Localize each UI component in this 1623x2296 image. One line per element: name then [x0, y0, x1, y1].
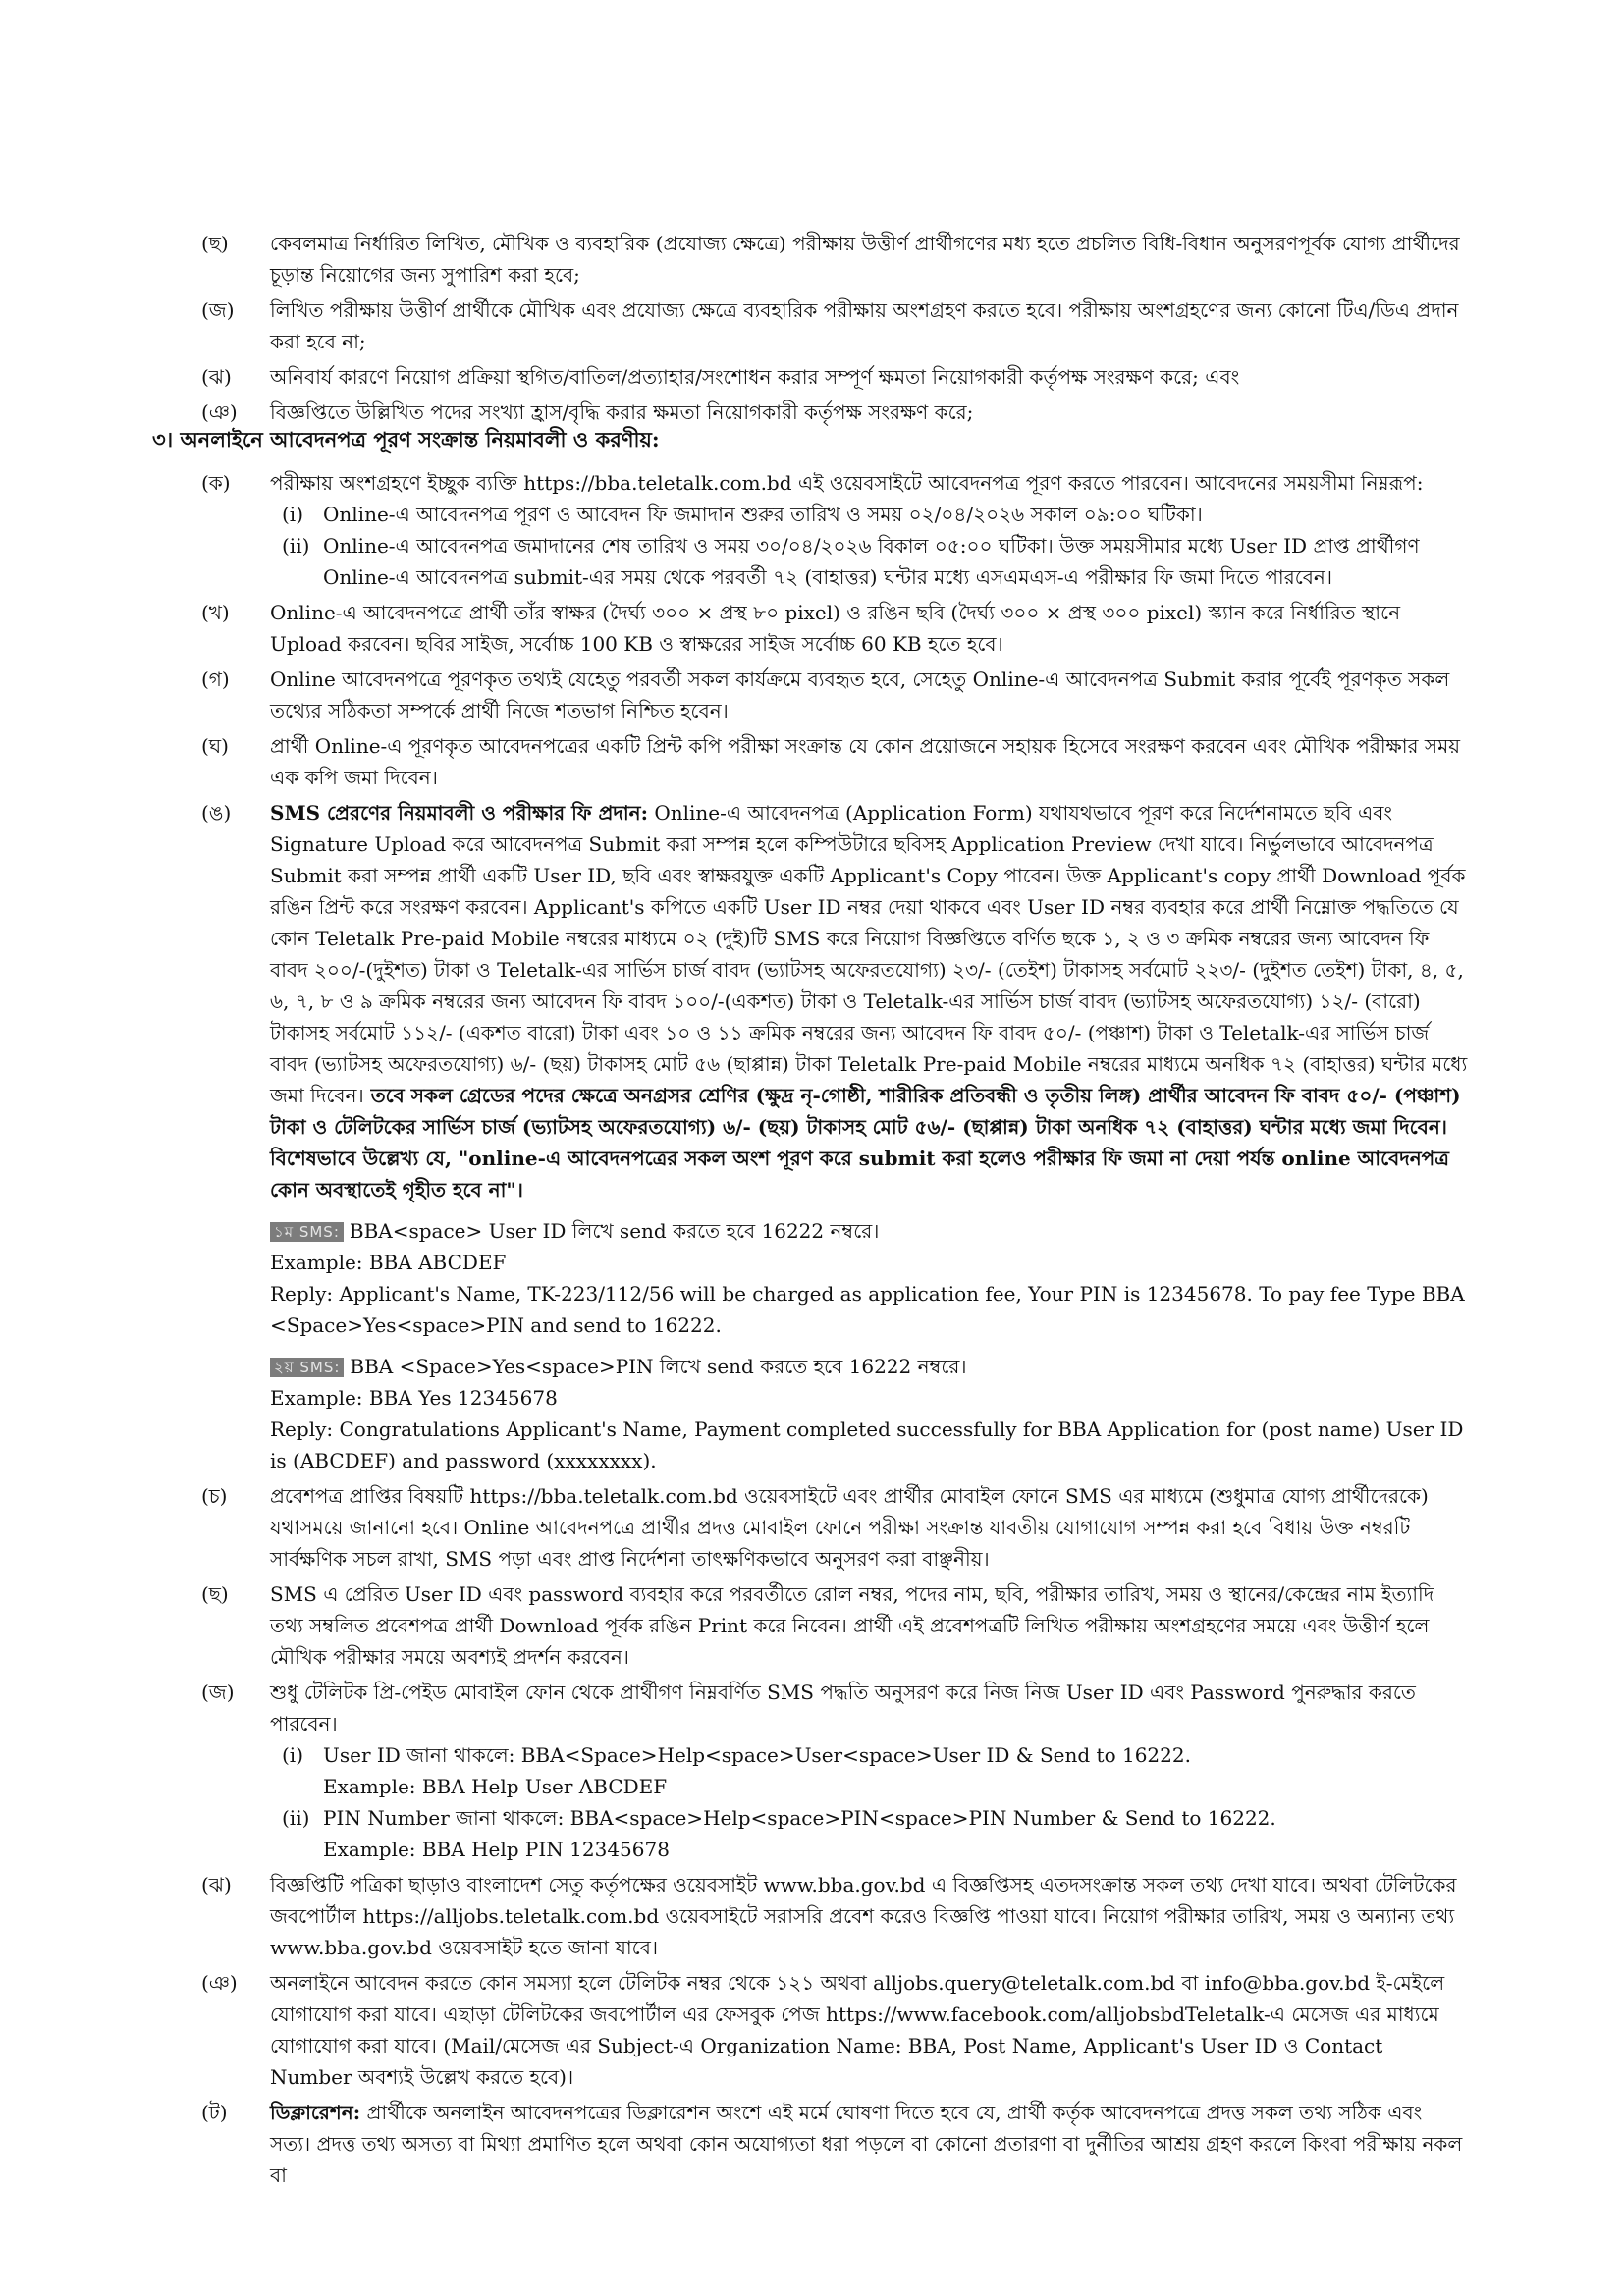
- item-marker: (জ): [201, 298, 235, 322]
- list-item-nya: [201, 1967, 1468, 2093]
- sms-example: Example: BBA ABCDEF: [270, 1251, 507, 1274]
- item-marker: (ক): [201, 471, 231, 495]
- item-marker: (জ): [201, 1681, 235, 1704]
- item-text: বিজ্ঞপ্তিতে উল্লিখিত পদের সংখ্যা হ্রাস/বৃদ্ধি করার ক্ষমতা নিয়োগকারী কর্তৃপক্ষ সংরক্ষণ করে;: [270, 400, 974, 424]
- item-lead: ডিক্লারেশন:: [270, 2101, 361, 2124]
- section-3-heading: ৩। অনলাইনে আবেদনপত্র পূরণ সংক্রান্ত নিয়মাবলী ও করণীয়:: [152, 427, 660, 452]
- item-marker: (ছ): [201, 232, 229, 255]
- sub-marker: (i): [282, 503, 304, 526]
- sms-badge: ২য় SMS:: [270, 1358, 344, 1377]
- sub-example: Example: BBA Help PIN 12345678: [323, 1838, 670, 1861]
- list-item-cha: [201, 1480, 1468, 1575]
- item-marker: (ঙ): [201, 801, 232, 825]
- sms-badge: ১ম SMS:: [270, 1222, 344, 1242]
- sub-text: Online-এ আবেদনপত্র পূরণ ও আবেদন ফি জমাদান শুরুর তারিখ ও সময় ০২/০৪/২০২৬ সকাল ০৯:০০ ঘটিকা।: [323, 503, 1203, 526]
- item-marker: (গ): [201, 667, 230, 691]
- item-marker: (ঝ): [201, 365, 232, 389]
- list-item-uma: [201, 797, 1468, 1476]
- sms-block-1: [270, 1215, 1468, 1341]
- item-marker: (ঘ): [201, 734, 229, 758]
- list-item-jha: [201, 1869, 1468, 1963]
- item-text: প্রার্থীকে অনলাইন আবেদনপত্রের ডিক্লারেশন অংশে এই মর্মে ঘোষণা দিতে হবে যে, প্রার্থী কর্তৃক আবেদনপত্রে প্রদত্ত সকল তথ্য সঠিক এবং সত্য। প্রদত্ত তথ্য অসত্য বা মিথ্যা প্রমাণিত হলে অথবা কোন অযোগ্যতা ধরা পড়লে বা কোনো প্রতারণা বা দুর্নীতির আশ্রয় গ্রহণ করলে কিংবা পরীক্ষায় নকল বা: [270, 2101, 1463, 2187]
- item-marker: (ট): [201, 2101, 228, 2124]
- sub-item: [282, 530, 1468, 593]
- sub-item: [282, 499, 1468, 530]
- sub-marker: (ii): [282, 1806, 310, 1830]
- sub-text: Online-এ আবেদনপত্র জমাদানের শেষ তারিখ ও সময় ৩০/০৪/২০২৬ বিকাল ০৫:০০ ঘটিকা। উক্ত সময়সীমার মধ্যে User ID প্রাপ্ত প্রার্থীগণ Online-এ আবেদনপত্র submit-এর সময় থেকে পরবর্তী ৭২ (বাহাত্তর) ঘন্টার মধ্যে এসএমএস-এ পরীক্ষার ফি জমা দিতে পারবেন।: [323, 534, 1420, 589]
- sub-item: [282, 1802, 1468, 1865]
- sub-marker: (i): [282, 1743, 304, 1767]
- item-emphasis: তবে সকল গ্রেডের পদের ক্ষেত্রে অনগ্রসর শ্রেণির (ক্ষুদ্র নৃ-গোষ্ঠী, শারীরিক প্রতিবন্ধী ও তৃতীয় লিঙ্গ) প্রার্থীর আবেদন ফি বাবদ ৫০/- (পঞ্চাশ) টাকা ও টেলিটকের সার্ভিস চার্জ (ভ্যাটসহ অফেরতযোগ্য) ৬/- (ছয়) টাকাসহ মোট ৫৬/- (ছাপ্পান্ন) টাকা অনধিক ৭২ (বাহাত্তর) ঘন্টার মধ্যে জমা দিবেন। বিশেষভাবে উল্লেখ্য যে, "online-এ আবেদনপত্রের সকল অংশ পূরণ করে submit করা হলেও পরীক্ষার ফি জমা না দেয়া পর্যন্ত online আবেদনপত্র কোন অবস্থাতেই গৃহীত হবে না"।: [270, 1084, 1461, 1201]
- list-item: [201, 228, 1468, 291]
- item-text: প্রবেশপত্র প্রাপ্তির বিষয়টি https://bba.teletalk.com.bd ওয়েবসাইটে এবং প্রার্থীর মোবাইল ফোনে SMS এর মাধ্যমে (শুধুমাত্র যোগ্য প্রার্থীদেরকে) যথাসময়ে জানানো হবে। Online আবেদনপত্রে প্রার্থীর প্রদত্ত মোবাইল ফোনে পরীক্ষা সংক্রান্ত যাবতীয় যোগাযোগ সম্পন্ন করা হবে বিধায় উক্ত নম্বরটি সার্বক্ষণিক সচল রাখা, SMS পড়া এবং প্রাপ্ত নির্দেশনা তাৎক্ষণিকভাবে অনুসরণ করা বাঞ্ছনীয়।: [270, 1484, 1429, 1571]
- item-text: বিজ্ঞপ্তিটি পত্রিকা ছাড়াও বাংলাদেশ সেতু কর্তৃপক্ষের ওয়েবসাইট www.bba.gov.bd এ বিজ্ঞপ্তিসহ এতদসংক্রান্ত সকল তথ্য দেখা যাবে। অথবা টেলিটকের জবপোর্টাল https://alljobs.teletalk.com.bd ওয়েবসাইটে সরাসরি প্রবেশ করেও বিজ্ঞপ্তি পাওয়া যাবে। নিয়োগ পরীক্ষার তারিখ, সময় ও অন্যান্য তথ্য www.bba.gov.bd ওয়েবসাইট হতে জানা যাবে।: [270, 1873, 1457, 1959]
- item-marker: (ঝ): [201, 1873, 232, 1896]
- item-text: অনিবার্য কারণে নিয়োগ প্রক্রিয়া স্থগিত/বাতিল/প্রত্যাহার/সংশোধন করার সম্পূর্ণ ক্ষমতা নিয়োগকারী কর্তৃপক্ষ সংরক্ষণ করে; এবং: [270, 365, 1240, 389]
- item-text: Online আবেদনপত্রে পূরণকৃত তথ্যই যেহেতু পরবর্তী সকল কার্যক্রমে ব্যবহৃত হবে, সেহেতু Online-এ আবেদনপত্র Submit করার পূর্বেই পূরণকৃত সকল তথ্যের সঠিকতা সম্পর্কে প্রার্থী নিজে শতভাগ নিশ্চিত হবেন।: [270, 667, 1450, 722]
- section-3-items: [201, 467, 1468, 2195]
- item-text: পরীক্ষায় অংশগ্রহণে ইচ্ছুক ব্যক্তি https://bba.teletalk.com.bd এই ওয়েবসাইটে আবেদনপত্র পূরণ করতে পারবেন। আবেদনের সময়সীমা নিম্নরূপ:: [270, 471, 1424, 495]
- item-text: Online-এ আবেদনপত্র (Application Form) যথাযথভাবে পূরণ করে নির্দেশনামতে ছবি এবং Signature Upload করে আবেদনপত্র Submit করা সম্পন্ন হলে কম্পিউটারে ছবিসহ Application Preview দেখা যাবে। নির্ভুলভাবে আবেদনপত্র Submit করা সম্পন্ন প্রার্থী একটি User ID, ছবি এবং স্বাক্ষরযুক্ত একটি Applicant's Copy পাবেন। উক্ত Applicant's copy প্রার্থী Download পূর্বক রঙিন প্রিন্ট করে সংরক্ষণ করবেন। Applicant's কপিতে একটি User ID নম্বর দেয়া থাকবে এবং User ID নম্বর ব্যবহার করে প্রার্থী নিম্নোক্ত পদ্ধতিতে যে কোন Teletalk Pre-paid Mobile নম্বরের মাধ্যমে ০২ (দুই)টি SMS করে নিয়োগ বিজ্ঞপ্তিতে বর্ণিত ছকে ১, ২ ও ৩ ক্রমিক নম্বরের জন্য আবেদন ফি বাবদ ২০০/-(দুইশত) টাকা ও Teletalk-এর সার্ভিস চার্জ বাবদ (ভ্যাটসহ অফেরতযোগ্য) ২৩/- (তেইশ) টাকাসহ সর্বমোট ২২৩/- (দুইশত তেইশ) টাকা, ৪, ৫, ৬, ৭, ৮ ও ৯ ক্রমিক নম্বরের জন্য আবেদন ফি বাবদ ১০০/-(একশত) টাকা ও Teletalk-এর সার্ভিস চার্জ বাবদ (ভ্যাটসহ অফেরতযোগ্য) ১২/- (বারো) টাকাসহ সর্বমোট ১১২/- (একশত বারো) টাকা এবং ১০ ও ১১ ক্রমিক নম্বরের জন্য আবেদন ফি বাবদ ৫০/- (পঞ্চাশ) টাকা ও Teletalk-এর সার্ভিস চার্জ বাবদ (ভ্যাটসহ অফেরতযোগ্য) ৬/- (ছয়) টাকাসহ মোট ৫৬ (ছাপ্পান্ন) টাকা Teletalk Pre-paid Mobile নম্বরের মাধ্যমে অনধিক ৭২ (বাহাত্তর) ঘন্টার মধ্যে জমা দিবেন।: [270, 801, 1468, 1107]
- sub-text: PIN Number জানা থাকলে: BBA<space>Help<space>PIN<space>PIN Number & Send to 16222.: [323, 1806, 1276, 1830]
- item-text: কেবলমাত্র নির্ধারিত লিখিত, মৌখিক ও ব্যবহারিক (প্রযোজ্য ক্ষেত্রে) পরীক্ষায় উত্তীর্ণ প্রার্থীগণের মধ্য হতে প্রচলিত বিধি-বিধান অনুসরণপূর্বক যোগ্য প্রার্থীদের চূড়ান্ত নিয়োগের জন্য সুপারিশ করা হবে;: [270, 232, 1460, 287]
- sms-reply: Reply: Congratulations Applicant's Name, Payment completed successfully for BBA Application for (post name) User ID is (ABCDEF) and password (xxxxxxxx).: [270, 1417, 1464, 1472]
- item-text: SMS এ প্রেরিত User ID এবং password ব্যবহার করে পরবর্তীতে রোল নম্বর, পদের নাম, ছবি, পরীক্ষার তারিখ, সময় ও স্থানের/কেন্দ্রের নাম ইত্যাদি তথ্য সম্বলিত প্রবেশপত্র প্রার্থী Download পূর্বক রঙিন Print করে নিবেন। প্রার্থী এই প্রবেশপত্রটি লিখিত পরীক্ষায় অংশগ্রহণের সময়ে এবং উত্তীর্ণ হলে মৌখিক পরীক্ষার সময়ে অবশ্যই প্রদর্শন করবেন।: [270, 1582, 1434, 1669]
- sms-command: BBA<space> User ID লিখে send করতে হবে 16222 নম্বরে।: [349, 1219, 880, 1243]
- item-text: অনলাইনে আবেদন করতে কোন সমস্যা হলে টেলিটক নম্বর থেকে ১২১ অথবা alljobs.query@teletalk.com.bd বা info@bba.gov.bd ই-মেইলে যোগাযোগ করা যাবে। এছাড়া টেলিটকের জবপোর্টাল এর ফেসবুক পেজ https://www.facebook.com/alljobsbdTeletalk-এ মেসেজ এর মাধ্যমে যোগাযোগ করা যাবে। (Mail/মেসেজ এর Subject-এ Organization Name: BBA, Post Name, Applicant's User ID ও Contact Number অবশ্যই উল্লেখ করতে হবে)।: [270, 1971, 1445, 2089]
- sub-example: Example: BBA Help User ABCDEF: [323, 1775, 668, 1798]
- item-marker: (ঞ): [201, 1971, 238, 1995]
- item-marker: (ছ): [201, 1582, 229, 1606]
- list-item: [201, 361, 1468, 393]
- sub-text: User ID জানা থাকলে: BBA<Space>Help<space>User<space>User ID & Send to 16222.: [323, 1743, 1191, 1767]
- sms-command: BBA <Space>Yes<space>PIN লিখে send করতে হবে 16222 নম্বরে।: [350, 1355, 967, 1378]
- section-2-items: [201, 228, 1468, 432]
- item-text: Online-এ আবেদনপত্রে প্রার্থী তাঁর স্বাক্ষর (দৈর্ঘ্য ৩০০ × প্রস্থ ৮০ pixel) ও রঙিন ছবি (দৈর্ঘ্য ৩০০ × প্রস্থ ৩০০ pixel) স্ক্যান করে নির্ধারিত স্থানে Upload করবেন। ছবির সাইজ, সর্বোচ্চ 100 KB ও স্বাক্ষরের সাইজ সর্বোচ্চ 60 KB হতে হবে।: [270, 601, 1401, 656]
- list-item: [201, 294, 1468, 357]
- list-item-ta: [201, 2097, 1468, 2191]
- sms-block-2: [270, 1351, 1468, 1476]
- sub-item: [282, 1739, 1468, 1802]
- list-item-ka: [201, 467, 1468, 593]
- list-item-gha: [201, 730, 1468, 793]
- list-item-kha: [201, 597, 1468, 660]
- list-item-ga: [201, 664, 1468, 726]
- item-text: লিখিত পরীক্ষায় উত্তীর্ণ প্রার্থীকে মৌখিক এবং প্রযোজ্য ক্ষেত্রে ব্যবহারিক পরীক্ষায় অংশগ্রহণ করতে হবে। পরীক্ষায় অংশগ্রহণের জন্য কোনো টিএ/ডিএ প্রদান করা হবে না;: [270, 298, 1459, 353]
- item-text: শুধু টেলিটক প্রি-পেইড মোবাইল ফোন থেকে প্রার্থীগণ নিম্নবর্ণিত SMS পদ্ধতি অনুসরণ করে নিজ নিজ User ID এবং Password পুনরুদ্ধার করতে পারবেন।: [270, 1681, 1416, 1735]
- item-marker: (খ): [201, 601, 230, 624]
- item-text: প্রার্থী Online-এ পূরণকৃত আবেদনপত্রের একটি প্রিন্ট কপি পরীক্ষা সংক্রান্ত যে কোন প্রয়োজনে সহায়ক হিসেবে সংরক্ষণ করবেন এবং মৌখিক পরীক্ষার সময় এক কপি জমা দিবেন।: [270, 734, 1460, 789]
- item-lead: SMS প্রেরণের নিয়মাবলী ও পরীক্ষার ফি প্রদান:: [270, 801, 648, 825]
- item-marker: (চ): [201, 1484, 228, 1508]
- sms-example: Example: BBA Yes 12345678: [270, 1386, 558, 1410]
- sms-reply: Reply: Applicant's Name, TK-223/112/56 will be charged as application fee, Your PIN is 12345678. To pay fee Type BBA <Space>Yes<space>PIN and send to 16222.: [270, 1282, 1465, 1337]
- sub-marker: (ii): [282, 534, 310, 558]
- list-item-chha: [201, 1578, 1468, 1673]
- list-item-ja: [201, 1677, 1468, 1865]
- item-marker: (ঞ): [201, 400, 238, 424]
